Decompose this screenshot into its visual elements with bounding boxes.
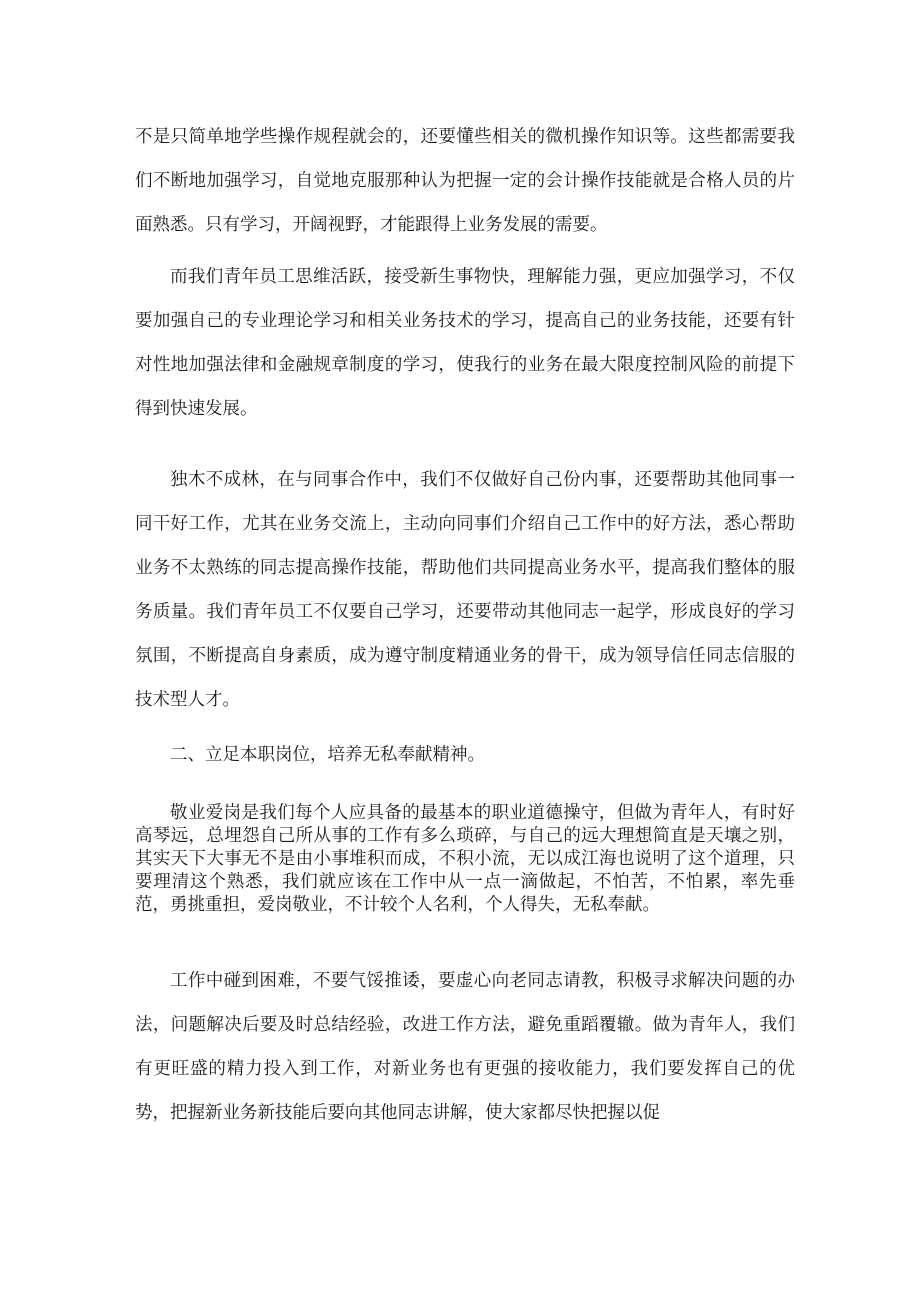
paragraph-continuation: 不是只简单地学些操作规程就会的，还要懂些相关的微机操作知识等。这些都需要我们不断地加强学习，自觉地克服那种认为把握一定的会计操作技能就是合格人员的片面熟悉。只有学习，开阔视野，才能跟得上业务发展的需要。 bbox=[135, 127, 795, 235]
paragraph-teamwork: 独木不成林，在与同事合作中，我们不仅做好自己份内事，还要帮助其他同事一同干好工作，尤其在业务交流上，主动向同事们介绍自己工作中的好方法，悉心帮助业务不太熟练的同志提高操作技能，帮助他们共同提高业务水平，提高我们整体的服务质量。我们青年员工不仅要自己学习，还要带动其他同志一起学，形成良好的学习氛围，不断提高自身素质，成为遵守制度精通业务的骨干，成为领导信任同志信服的技术型人才。 bbox=[135, 470, 795, 710]
paragraph-difficulties: 工作中碰到困难，不要气馁推诿，要虚心向老同志请教，积极寻求解决问题的办法，问题解决后要及时总结经验，改进工作方法，避免重蹈覆辙。做为青年人，我们有更旺盛的精力投入到工作，对新业务也有更强的接收能力，我们要发挥自己的优势，把握新业务新技能后要向其他同志讲解，使大家都尽快把握以促 bbox=[135, 971, 795, 1123]
section-heading: 二、立足本职岗位，培养无私奉献精神。 bbox=[170, 745, 485, 765]
paragraph-dedication: 敬业爱岗是我们每个人应具备的最基本的职业道德操守，但做为青年人，有时好高琴远，总埋怨自己所从事的工作有多么琐碎，与自己的远大理想简直是天壤之别，其实天下大事无不是由小事堆积而成，不积小流，无以成江海也说明了这个道理，只要理清这个熟悉，我们就应该在工作中从一点一滴做起，不怕苦，不怕累，率先垂范，勇挑重担，爱岗敬业，不计较个人名利，个人得失，无私奉献。 bbox=[135, 803, 795, 915]
paragraph-youth-learning: 而我们青年员工思维活跃，接受新生事物快，理解能力强，更应加强学习，不仅要加强自己的专业理论学习和相关业务技术的学习，提高自己的业务技能，还要有针对性地加强法律和金融规章制度的学习，使我行的业务在最大限度控制风险的前提下得到快速发展。 bbox=[135, 267, 795, 419]
